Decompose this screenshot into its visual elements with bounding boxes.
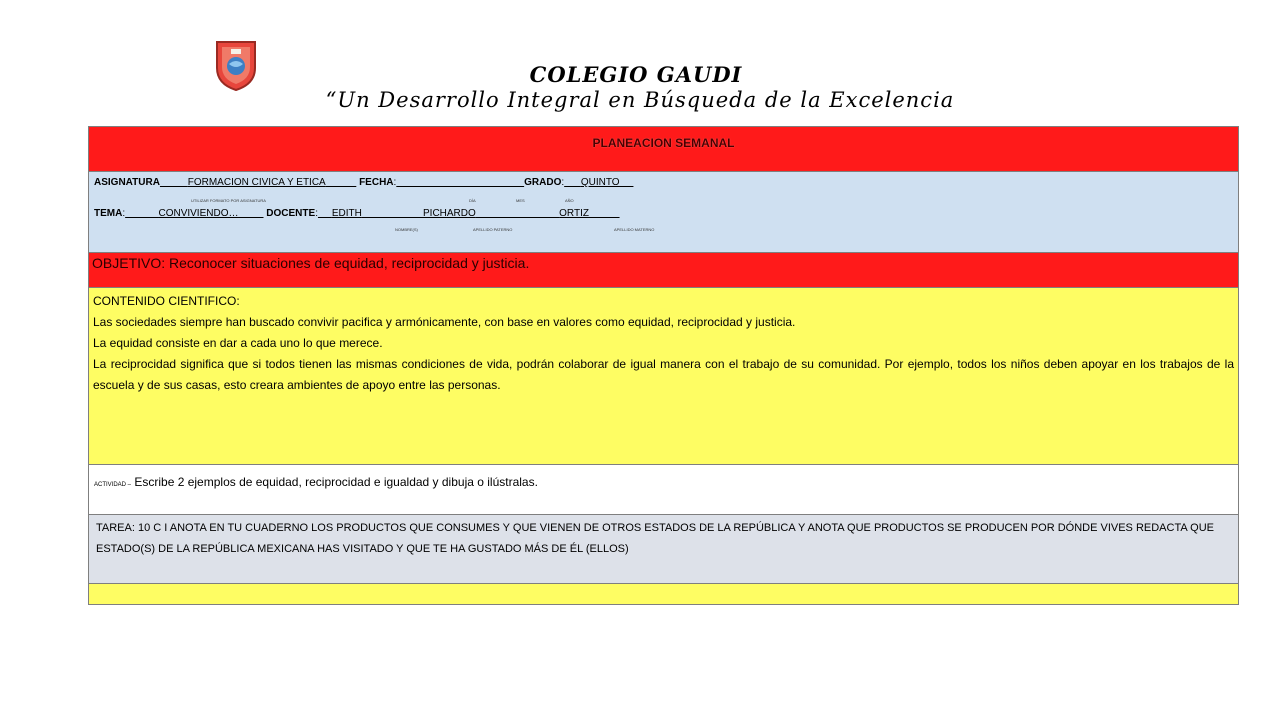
asignatura-value: FORMACION CIVICA Y ETICA (187, 177, 326, 188)
hint-mes: MES (516, 198, 525, 203)
docente-label: DOCENTE (266, 208, 316, 219)
school-name: COLEGIO GAUDI (529, 62, 743, 87)
title-row (89, 127, 1239, 172)
tema-value: CONVIVIENDO… (158, 208, 239, 219)
docente-paterno: PICHARDO (423, 208, 476, 219)
activity-text: Escribe 2 ejemplos de equidad, reciprocidad e igualdad y dibuja o ilústralas. (134, 475, 538, 489)
fecha-blank (396, 177, 524, 188)
objective-row (89, 253, 1239, 288)
activity-label: ACTIVIDAD – (94, 482, 132, 488)
homework-text: 10 C I ANOTA EN TU CUADERNO LOS PRODUCTOS QUE CONSUMES Y QUE VIENEN DE OTROS ESTADOS DE LA REPÚBLICA Y ANOTA QUE PRODUCTOS SE PRODUCEN POR DÓNDE VIVES REDACTA QUE ESTADO(S) DE LA REPÚBLICA MEXICANA HAS VISITADO Y QUE TE HA GUSTADO MÁS DE ÉL (ELLOS) (96, 522, 1214, 555)
content-paragraph-2: La equidad consiste en dar a cada uno lo que merece. (93, 336, 383, 350)
content-paragraph-3: La reciprocidad significa que si todos tienen las mismas condiciones de vida, podrán colaborar de igual manera con el trabajo de su comunidad. Por ejemplo, todos los niños deben apoyar en los trabajos de la escuela y de sus casas, esto creara ambientes de apoyo entre las personas. (93, 357, 1234, 392)
content-heading: CONTENIDO CIENTIFICO: (93, 294, 240, 308)
content-paragraph-1: Las sociedades siempre han buscado convivir pacifica y armónicamente, con base en valores como equidad, reciprocidad y justicia. (93, 315, 796, 329)
hint-paterno: APELLIDO PATERNO (473, 227, 513, 232)
homework-label: TAREA: (96, 522, 135, 534)
hint-ano: AÑO (565, 198, 574, 203)
hint-nombre: NOMBRE(S) (395, 227, 418, 232)
empty-footer-row (89, 584, 1239, 605)
school-shield-icon (213, 38, 259, 92)
asignatura-label: ASIGNATURA (94, 177, 160, 188)
fecha-label: FECHA (359, 177, 394, 188)
plan-title: PLANEACION SEMANAL (592, 136, 735, 150)
hint-asignatura: UTILIZAR FORMATO POR ASIGNATURA (191, 198, 266, 203)
activity-row (89, 465, 1239, 515)
weekly-plan-table (88, 126, 1239, 605)
tema-label: TEMA (94, 208, 123, 219)
grado-label: GRADO (524, 177, 562, 188)
grado-value: QUINTO (580, 177, 620, 188)
content-row (89, 288, 1239, 465)
school-motto: “Un Desarrollo Integral en Búsqueda de la Excelencia (325, 88, 955, 112)
info-row: ASIGNATURA FORMACION CIVICA Y ETICA FECHA: GRADO: QUINTO UTILIZAR FORMATO POR ASIGNATURA DÍA MES AÑO TEMA: CONVIVIENDO… DOCENTE: EDITH PICHARDO ORTIZ NOMBRE(S) APELLIDO PATERNO APELLIDO MATERNO (89, 172, 1239, 253)
docente-nombre: EDITH (331, 208, 362, 219)
docente-materno: ORTIZ (559, 208, 589, 219)
homework-row (89, 515, 1239, 584)
objective-text: OBJETIVO: Reconocer situaciones de equidad, reciprocidad y justicia. (92, 255, 530, 271)
hint-dia: DÍA (469, 198, 476, 203)
hint-materno: APELLIDO MATERNO (614, 227, 655, 232)
